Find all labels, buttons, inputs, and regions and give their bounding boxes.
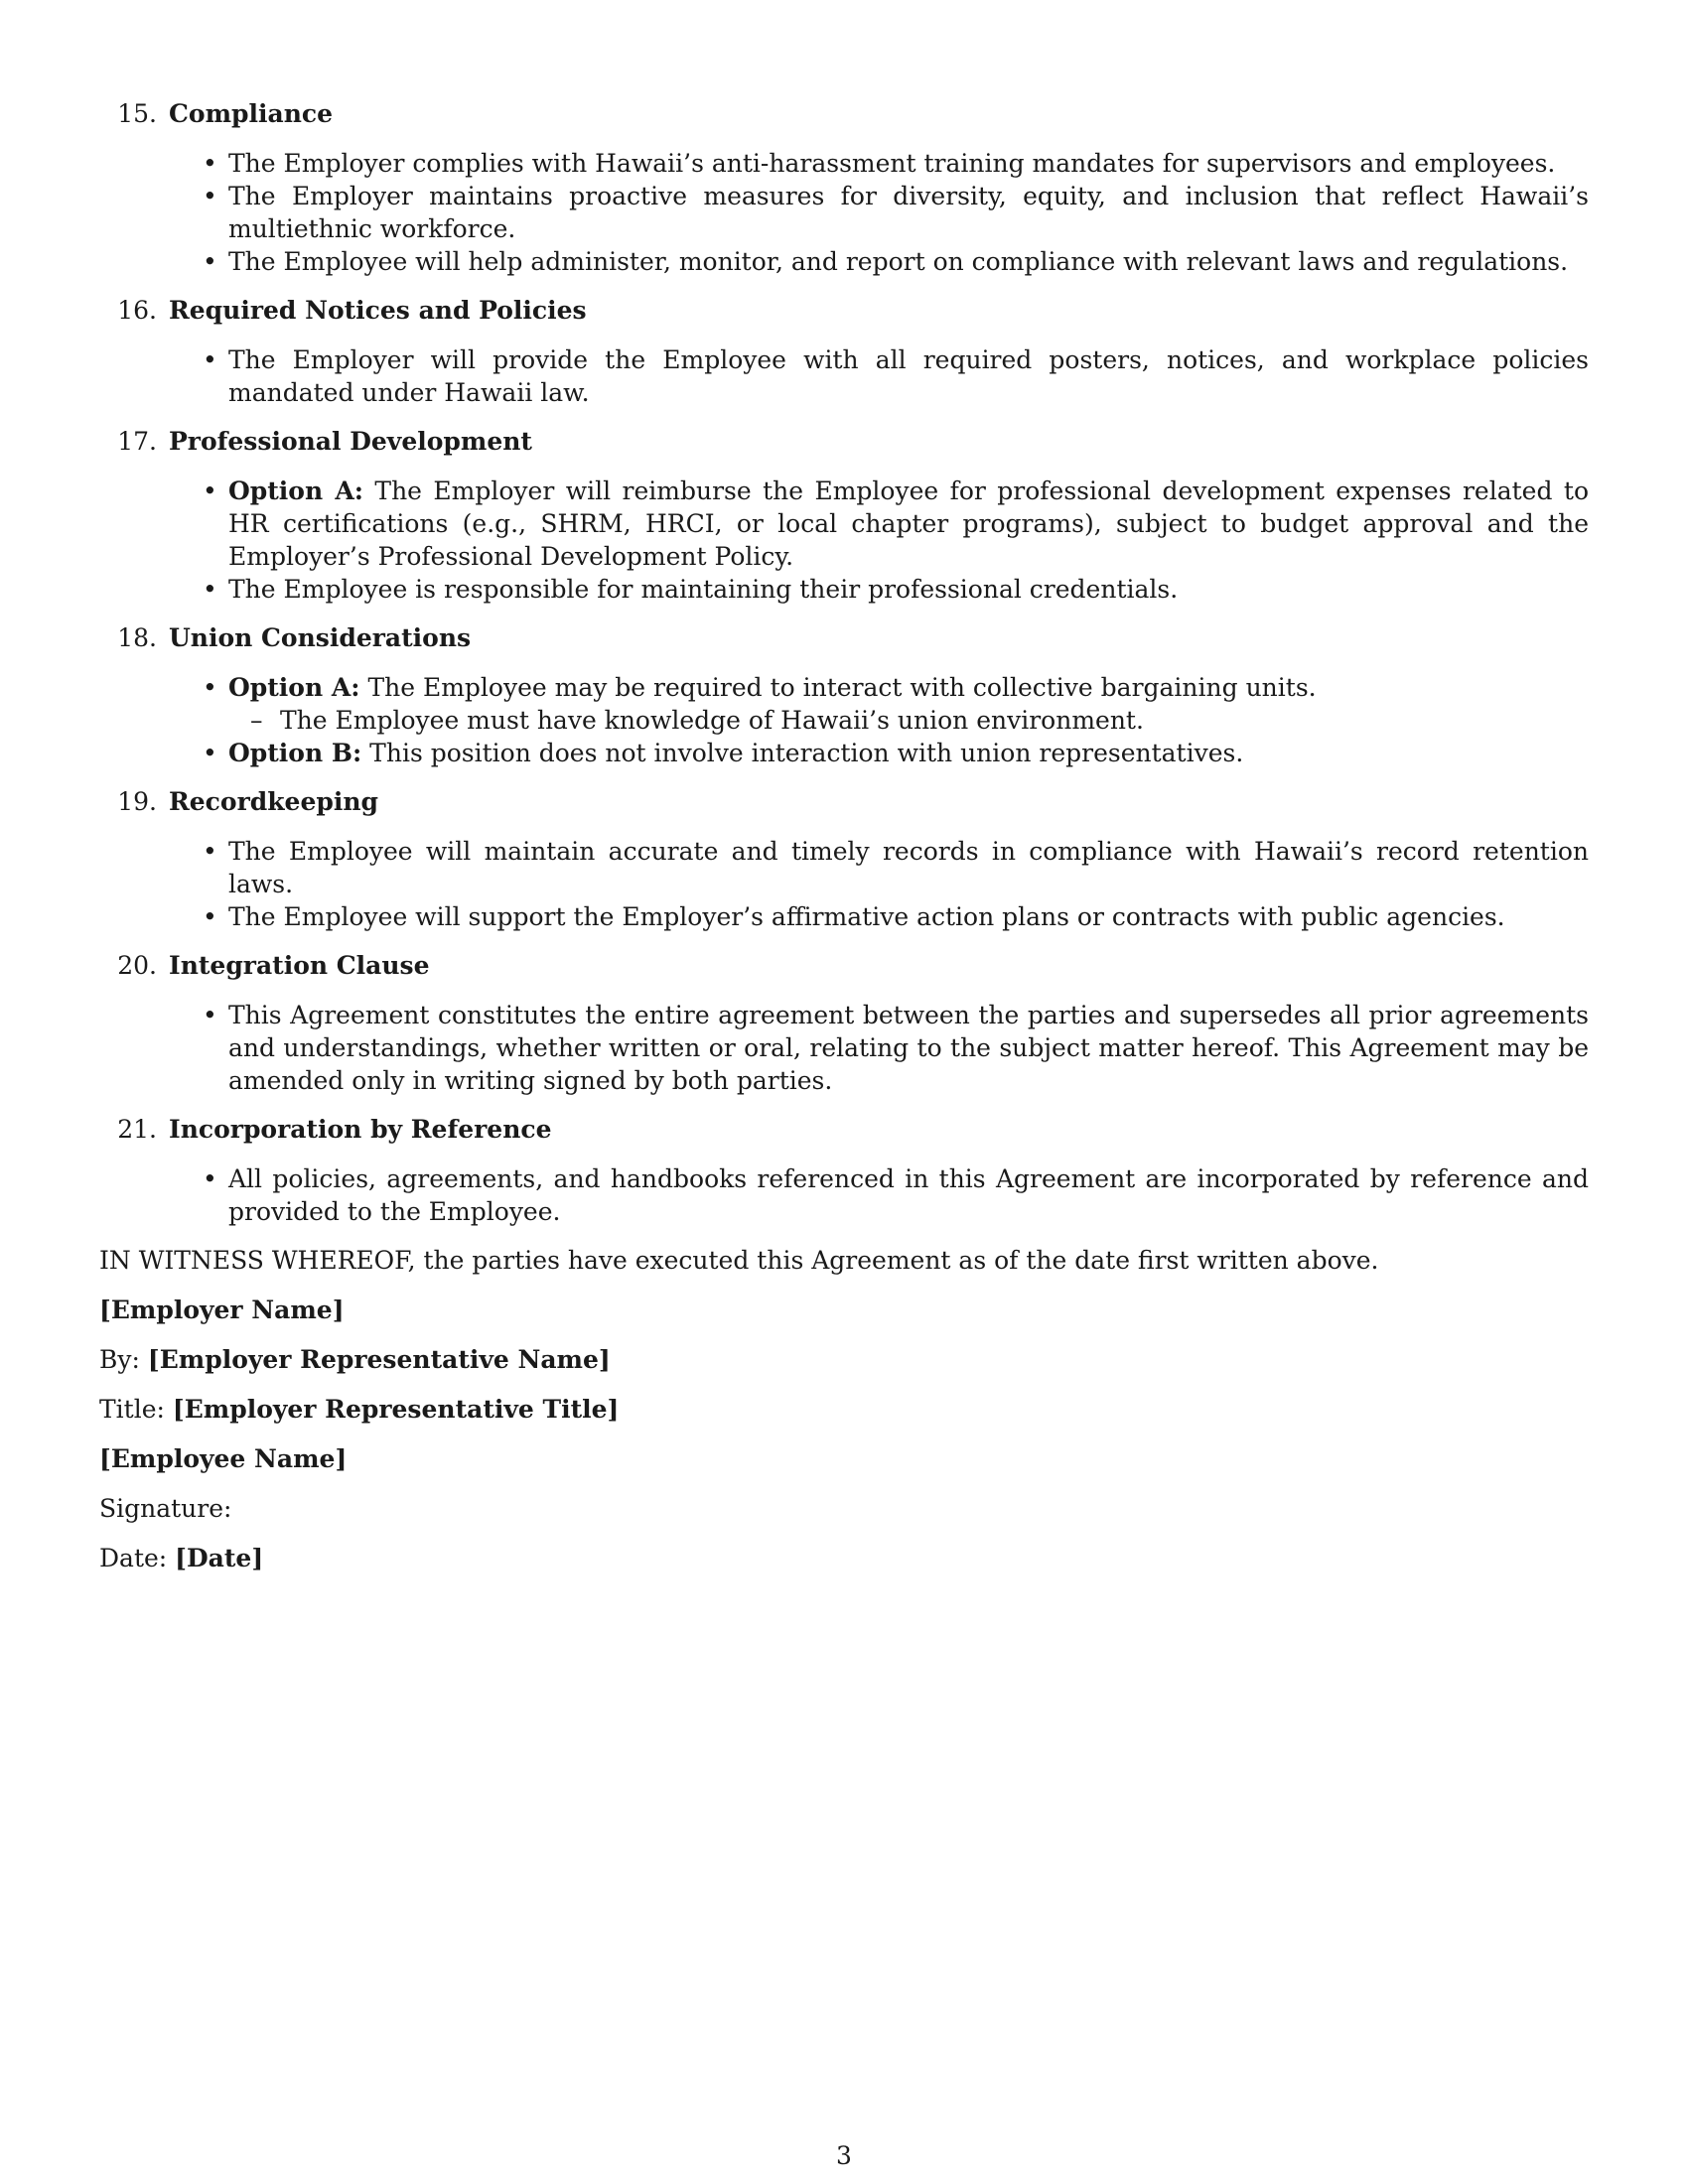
section-title: Recordkeeping xyxy=(169,787,378,816)
section-title: Incorporation by Reference xyxy=(169,1115,552,1144)
section-required-notices xyxy=(99,294,1589,409)
section-compliance xyxy=(99,97,1589,278)
option-label: Option B: xyxy=(228,739,362,767)
bullet-text: The Employer maintains proactive measures for diversity, equity, and inclusion that reflect Hawaii’s multiethnic workforce. xyxy=(228,182,1589,243)
list-item xyxy=(99,147,1589,180)
section-number: 17. xyxy=(117,427,157,456)
date-label: Date: xyxy=(99,1544,168,1572)
representative-name: [Employer Representative Name] xyxy=(147,1345,611,1374)
section-recordkeeping xyxy=(99,785,1589,933)
by-line xyxy=(99,1343,1589,1376)
section-title: Professional Development xyxy=(169,427,532,456)
signature-label: Signature: xyxy=(99,1494,232,1523)
section-heading xyxy=(99,294,1589,327)
bullet-list xyxy=(99,147,1589,278)
sub-list-item xyxy=(228,704,1589,737)
title-line xyxy=(99,1393,1589,1426)
section-number: 19. xyxy=(117,787,157,816)
date-value: [Date] xyxy=(175,1544,264,1572)
by-label: By: xyxy=(99,1345,140,1374)
section-heading xyxy=(99,97,1589,130)
bullet-list xyxy=(99,671,1589,769)
list-item xyxy=(99,245,1589,278)
bullet-text: The Employer will provide the Employee with all required posters, notices, and workplace policies mandated under Hawaii law. xyxy=(228,345,1589,407)
signature-block xyxy=(99,1244,1589,1574)
page-number: 3 xyxy=(836,2141,852,2170)
list-item xyxy=(99,999,1589,1097)
bullet-list xyxy=(99,343,1589,409)
list-item xyxy=(99,835,1589,900)
bullet-text: The Employee is responsible for maintaining their professional credentials. xyxy=(228,575,1179,604)
section-heading xyxy=(99,1113,1589,1146)
date-line xyxy=(99,1542,1589,1574)
option-label: Option A: xyxy=(228,477,363,505)
bullet-text: The Employer will reimburse the Employee for professional development expenses related to HR certifications (e.g., SHRM, HRCI, or local chapter programs), subject to budget approval and the Employer’s Professional Development Policy. xyxy=(228,477,1589,571)
list-item xyxy=(99,475,1589,573)
list-item xyxy=(99,180,1589,245)
list-item xyxy=(99,343,1589,409)
list-item xyxy=(99,1162,1589,1228)
section-heading xyxy=(99,621,1589,654)
section-title: Compliance xyxy=(169,99,334,128)
bullet-text: The Employee will help administer, monitor, and report on compliance with relevant laws and regulations. xyxy=(228,247,1569,276)
section-incorporation-by-reference xyxy=(99,1113,1589,1228)
bullet-list xyxy=(99,475,1589,606)
bullet-text: The Employee may be required to interact with collective bargaining units. xyxy=(367,673,1317,702)
document-page xyxy=(99,97,1589,1591)
section-integration-clause xyxy=(99,949,1589,1097)
signature-field[interactable] xyxy=(231,1497,490,1525)
section-heading xyxy=(99,949,1589,982)
list-item xyxy=(99,737,1589,769)
list-item xyxy=(99,573,1589,606)
section-heading xyxy=(99,785,1589,818)
list-item xyxy=(99,900,1589,933)
option-label: Option A: xyxy=(228,673,360,702)
bullet-list xyxy=(99,1162,1589,1228)
section-union-considerations xyxy=(99,621,1589,769)
section-number: 20. xyxy=(117,951,157,980)
bullet-text: The Employee will maintain accurate and timely records in compliance with Hawaii’s record retention laws. xyxy=(228,837,1589,898)
section-number: 16. xyxy=(117,296,157,325)
title-label: Title: xyxy=(99,1395,165,1424)
bullet-text: All policies, agreements, and handbooks referenced in this Agreement are incorporated by reference and provided to the Employee. xyxy=(228,1164,1589,1226)
bullet-text: This Agreement constitutes the entire agreement between the parties and supersedes all prior agreements and understandings, whether written or oral, relating to the subject matter hereof. This Agreement may be amended only in writing signed by both parties. xyxy=(228,1001,1589,1095)
section-number: 15. xyxy=(117,99,157,128)
employer-name: [Employer Name] xyxy=(99,1296,345,1324)
witness-statement: IN WITNESS WHEREOF, the parties have executed this Agreement as of the date first written above. xyxy=(99,1246,1379,1275)
bullet-text: The Employee will support the Employer’s affirmative action plans or contracts with public agencies. xyxy=(228,902,1505,931)
bullet-list xyxy=(99,999,1589,1097)
section-heading xyxy=(99,425,1589,458)
bullet-text: The Employer complies with Hawaii’s anti-harassment training mandates for supervisors and employees. xyxy=(228,149,1556,178)
employee-name: [Employee Name] xyxy=(99,1444,348,1473)
representative-title: [Employer Representative Title] xyxy=(172,1395,620,1424)
section-number: 21. xyxy=(117,1115,157,1144)
list-item xyxy=(99,671,1589,737)
section-professional-development xyxy=(99,425,1589,606)
signature-line xyxy=(99,1492,1589,1525)
section-title: Integration Clause xyxy=(169,951,430,980)
sub-bullet-text: The Employee must have knowledge of Hawaii’s union environment. xyxy=(280,706,1144,735)
section-number: 18. xyxy=(117,623,157,652)
sub-bullet-list xyxy=(228,704,1589,737)
bullet-list xyxy=(99,835,1589,933)
bullet-text: This position does not involve interaction with union representatives. xyxy=(369,739,1244,767)
section-title: Required Notices and Policies xyxy=(169,296,587,325)
section-title: Union Considerations xyxy=(169,623,472,652)
